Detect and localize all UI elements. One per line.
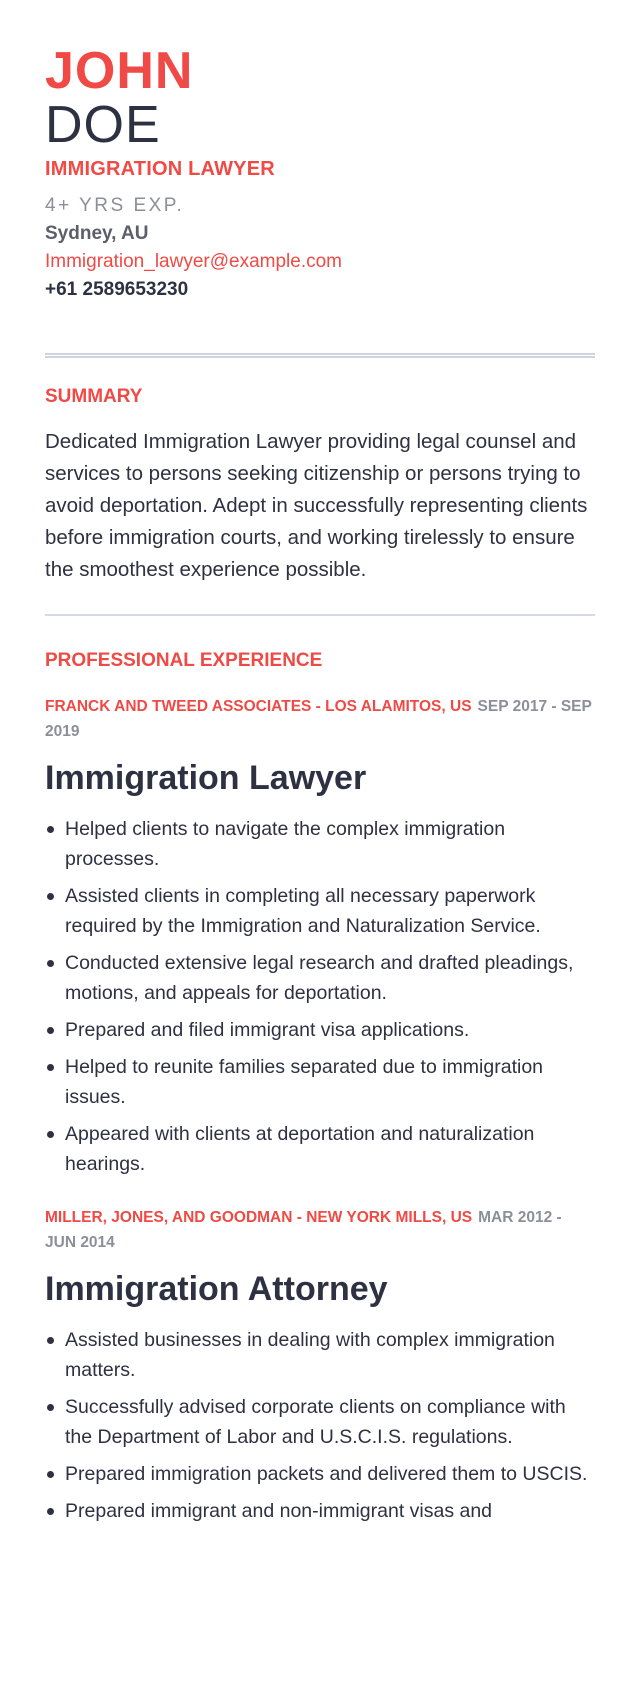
summary-text: Dedicated Immigration Lawyer providing legal counsel and services to persons seeking citizenship or persons trying to avoid deportation. Adept in successfully representing clients before immigration courts, and working tirelessly to ensure the smoothest experience possible.	[45, 430, 588, 581]
phone-number: +61 2589653230	[45, 279, 189, 300]
bullet-icon	[47, 1404, 54, 1411]
bullet-icon	[47, 1471, 54, 1478]
list-item	[45, 1015, 595, 1045]
bullet-text: Successfully advised corporate clients on compliance with the Department of Labor and U.S.C.I.S. regulations.	[65, 1396, 566, 1448]
bullet-text: Helped clients to navigate the complex immigration processes.	[65, 818, 506, 870]
list-item	[45, 814, 595, 874]
experience-section	[45, 650, 595, 1526]
list-item	[45, 1052, 595, 1112]
summary-section	[45, 386, 595, 614]
bullet-text: Prepared and filed immigrant visa applications.	[65, 1019, 470, 1041]
job-dates: SEP 2017 - SEP 2019	[45, 698, 592, 740]
job-entry	[45, 694, 595, 1179]
job-company: MILLER, JONES, AND GOODMAN - NEW YORK MILLS, US	[45, 1209, 473, 1226]
list-item	[45, 1119, 595, 1179]
list-item	[45, 1496, 595, 1526]
job-entry	[45, 1205, 595, 1526]
list-item	[45, 881, 595, 941]
job-dates: MAR 2012 - JUN 2014	[45, 1209, 562, 1251]
job-company: FRANCK AND TWEED ASSOCIATES - LOS ALAMITOS, US	[45, 698, 472, 715]
bullet-text: Assisted clients in completing all necessary paperwork required by the Immigration and Naturalization Service.	[65, 885, 541, 937]
list-item	[45, 1392, 595, 1452]
resume-header	[45, 44, 595, 301]
list-item	[45, 948, 595, 1008]
bullet-text: Prepared immigrant and non-immigrant visas and	[65, 1500, 493, 1522]
header-divider	[45, 353, 595, 358]
section-divider	[45, 614, 595, 616]
bullet-text: Helped to reunite families separated due to immigration issues.	[65, 1056, 544, 1108]
years-experience: 4+ YRS EXP.	[45, 195, 185, 216]
list-item	[45, 1459, 595, 1489]
bullet-text: Conducted extensive legal research and drafted pleadings, motions, and appeals for deportation.	[65, 952, 574, 1004]
bullet-text: Assisted businesses in dealing with complex immigration matters.	[65, 1329, 555, 1381]
bullet-icon	[47, 1337, 54, 1344]
list-item	[45, 1325, 595, 1385]
job-meta	[45, 1205, 595, 1255]
summary-heading: SUMMARY	[45, 386, 143, 407]
job-meta	[45, 694, 595, 744]
email-link[interactable]: Immigration_lawyer@example.com	[45, 251, 342, 272]
job-bullets	[45, 814, 595, 1179]
job-bullets	[45, 1325, 595, 1526]
bullet-text: Appeared with clients at deportation and naturalization hearings.	[65, 1123, 535, 1175]
bullet-icon	[47, 1064, 54, 1071]
location: Sydney, AU	[45, 223, 149, 244]
bullet-icon	[47, 1027, 54, 1034]
job-title: IMMIGRATION LAWYER	[45, 158, 275, 180]
experience-heading: PROFESSIONAL EXPERIENCE	[45, 650, 323, 671]
bullet-icon	[47, 826, 54, 833]
bullet-icon	[47, 960, 54, 967]
first-name: JOHN	[45, 42, 194, 100]
bullet-icon	[47, 1508, 54, 1515]
bullet-text: Prepared immigration packets and delivered them to USCIS.	[65, 1463, 588, 1485]
job-role: Immigration Lawyer	[45, 759, 367, 797]
job-role: Immigration Attorney	[45, 1270, 388, 1308]
last-name: DOE	[45, 96, 161, 154]
bullet-icon	[47, 893, 54, 900]
bullet-icon	[47, 1131, 54, 1138]
